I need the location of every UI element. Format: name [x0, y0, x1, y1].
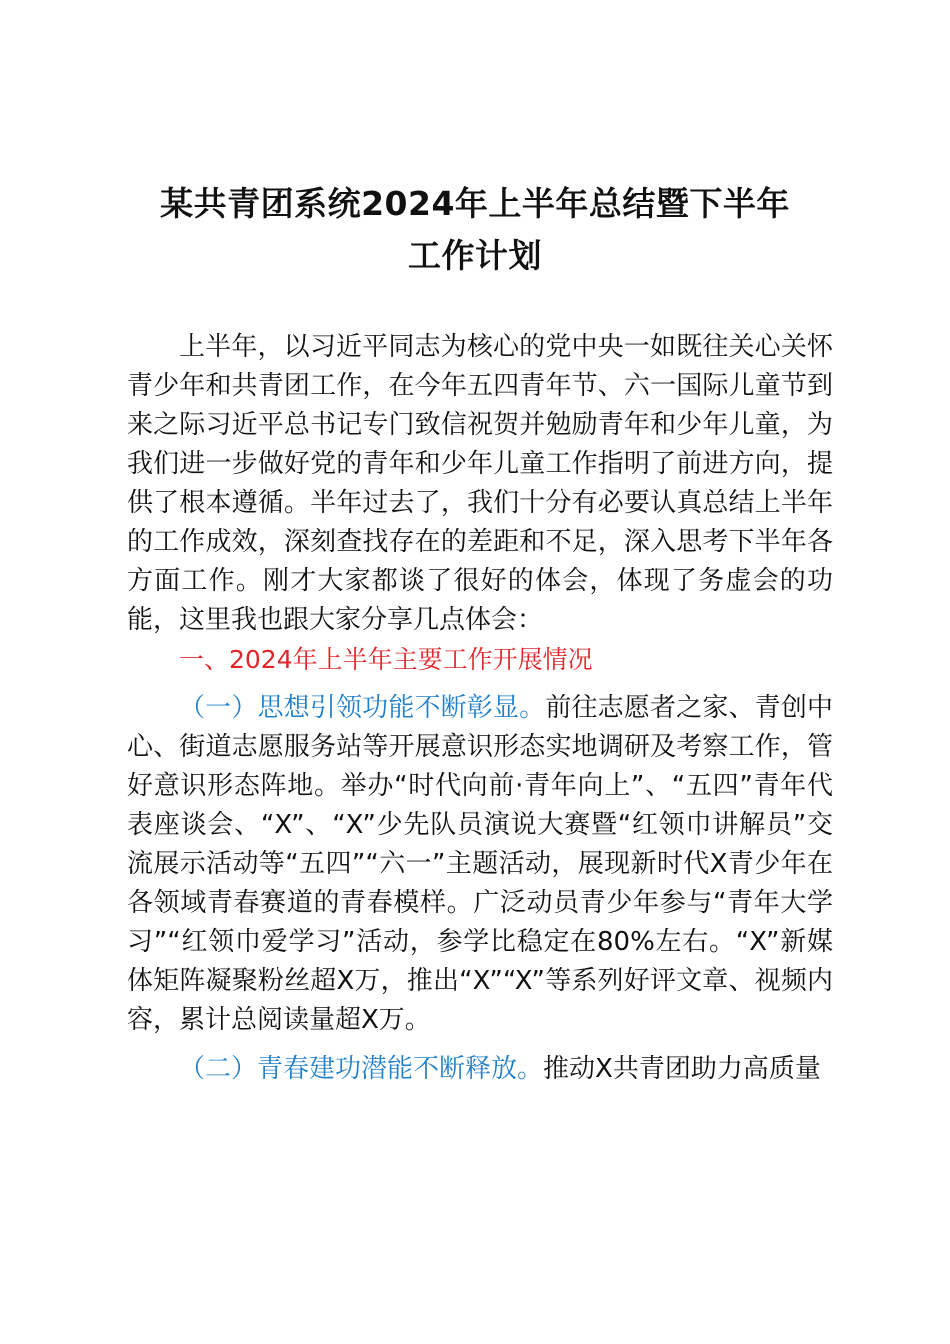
section-heading: 一、2024年上半年主要工作开展情况: [179, 645, 593, 674]
intro-paragraph: 上半年，以习近平同志为核心的党中央一如既往关心关怀青少年和共青团工作，在今年五四青年节、六一国际儿童节到来之际习近平总书记专门致信祝贺并勉励青年和少年儿童，为我们进一步做好党的青年和少年儿童工作指明了前进方向，提供了根本遵循。半年过去了，我们十分有必要认真总结上半年的工作成效，深刻查找存在的差距和不足，深入思考下半年各方面工作。刚才大家都谈了很好的体会，体现了务虚会的功能，这里我也跟大家分享几点体会：: [127, 332, 833, 635]
spacer: [127, 679, 833, 689]
subsection-heading-1: （一）思想引领功能不断彰显。: [179, 693, 546, 723]
subsection-body-2: 推动X共青团助力高质量: [543, 1054, 821, 1084]
document-title: [110, 178, 840, 282]
title-line-2: 工作计划: [408, 236, 542, 275]
subsection-heading-2: （二）青春建功潜能不断释放。: [179, 1054, 544, 1084]
document-body: [127, 328, 833, 1089]
title-line-1: 某共青团系统2024年上半年总结暨下半年: [160, 184, 790, 223]
subsection-paragraph-1: [127, 689, 833, 1040]
spacer: [127, 1040, 833, 1050]
subsection-paragraph-2: [127, 1050, 833, 1089]
subsection-body-1: 前往志愿者之家、青创中心、街道志愿服务站等开展意识形态实地调研及考察工作，管好意识形态阵地。举办“时代向前·青年向上”、“五四”青年代表座谈会、“X”、“X”少先队员演说大赛暨“红领巾讲解员”交流展示活动等“五四”“六一”主题活动，展现新时代X青少年在各领域青春赛道的青春模样。广泛动员青少年参与“青年大学习”“红领巾爱学习”活动，参学比稳定在80%左右。“X”新媒体矩阵凝聚粉丝超X万，推出“X”“X”等系列好评文章、视频内容，累计总阅读量超X万。: [127, 693, 833, 1035]
